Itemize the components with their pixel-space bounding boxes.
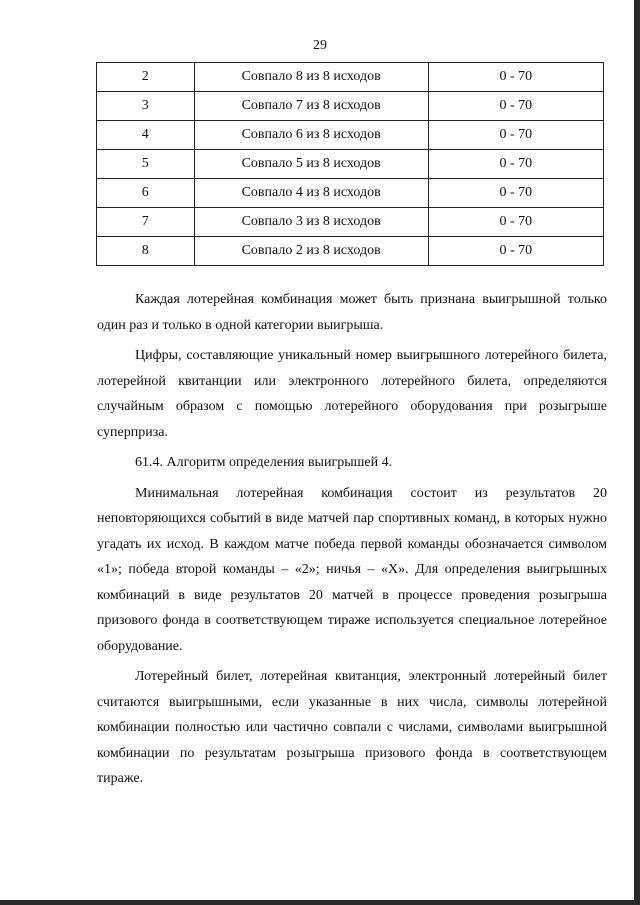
range-cell: 0 - 70 (428, 63, 603, 92)
table-row (97, 63, 604, 92)
table-row (97, 92, 604, 121)
match-description-cell: Совпало 3 из 8 исходов (194, 208, 428, 237)
match-description-cell: Совпало 6 из 8 исходов (194, 121, 428, 150)
match-description-cell: Совпало 5 из 8 исходов (194, 150, 428, 179)
range-cell: 0 - 70 (428, 237, 603, 266)
range-cell: 0 - 70 (428, 150, 603, 179)
match-description-cell: Совпало 4 из 8 исходов (194, 179, 428, 208)
category-number-cell: 5 (97, 150, 195, 179)
paragraph-winning-tickets: Лотерейный билет, лотерейная квитанция, электронный лотерейный билет считаются выигрышными, если указанные в них числа, символы лотерейной комбинации полностью или частично совпали с числами, символами выигрышной комбинации по результатам розыгрыша призового фонда в соответствующем тираже. (97, 669, 607, 786)
match-description-cell: Совпало 7 из 8 исходов (194, 92, 428, 121)
table-row (97, 121, 604, 150)
category-number-cell: 3 (97, 92, 195, 121)
category-number-cell: 4 (97, 121, 195, 150)
category-number-cell: 2 (97, 63, 195, 92)
results-table (96, 62, 604, 266)
range-cell: 0 - 70 (428, 92, 603, 121)
range-cell: 0 - 70 (428, 121, 603, 150)
table-row (97, 208, 604, 237)
table-row (97, 237, 604, 266)
paragraph-minimal-combination: Минимальная лотерейная комбинация состоит из результатов 20 неповторяющихся событий в виде матчей пар спортивных команд, в которых нужно угадать их исход. В каждом матче победа первой команды обозначается символом «1»; победа второй команды – «2»; ничья – «X». Для определения выигрышных комбинаций в виде результатов 20 матчей в процессе проведения розыгрыша призового фонда в соответствующем тираже используется специальное лотерейное оборудование. (97, 485, 607, 654)
category-number-cell: 8 (97, 237, 195, 266)
table-row (97, 150, 604, 179)
category-number-cell: 6 (97, 179, 195, 208)
paragraph-ticket-number: Цифры, составляющие уникальный номер выигрышного лотерейного билета, лотерейной квитанции или электронного лотерейного билета, определяются случайным образом с помощью лотерейного оборудования при розыгрыше суперприза. (97, 348, 607, 440)
range-cell: 0 - 70 (428, 179, 603, 208)
scan-edge-right (634, 0, 640, 905)
page-number: 29 (313, 38, 327, 53)
scan-edge-bottom (0, 900, 640, 905)
match-description-cell: Совпало 2 из 8 исходов (194, 237, 428, 266)
category-number-cell: 7 (97, 208, 195, 237)
paragraph-single-category: Каждая лотерейная комбинация может быть признана выигрышной только один раз и только в одной категории выигрыша. (97, 292, 607, 333)
match-description-cell: Совпало 8 из 8 исходов (194, 63, 428, 92)
section-heading-61-4: 61.4. Алгоритм определения выигрышей 4. (135, 455, 393, 470)
range-cell: 0 - 70 (428, 208, 603, 237)
body-text (97, 287, 607, 797)
table-row (97, 179, 604, 208)
